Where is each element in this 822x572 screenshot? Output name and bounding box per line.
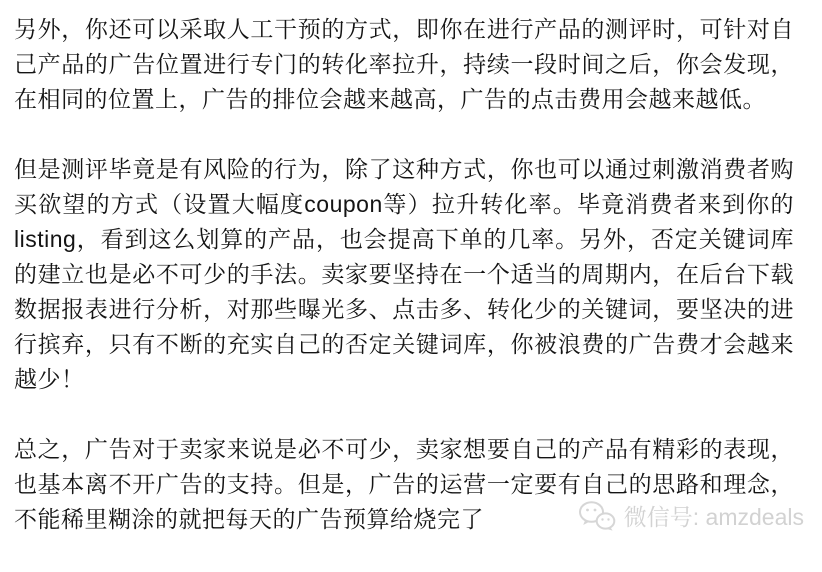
wechat-watermark <box>578 499 804 532</box>
paragraph-3: 总之，广告对于卖家来说是必不可少，卖家想要自己的产品有精彩的表现，也基本离不开广告的支持。但是，广告的运营一定要有自己的思路和理念，不能稀里糊涂的就把每天的广告预算给烧完了 <box>14 436 794 532</box>
wechat-id-label: 微信号: amzdeals <box>623 504 804 530</box>
wechat-icon <box>578 500 616 532</box>
paragraph-1: 另外，你还可以采取人工干预的方式，即你在进行产品的测评时，可针对自己产品的广告位置进行专门的转化率拉升，持续一段时间之后，你会发现，在相同的位置上，广告的排位会越来越高，广告的点击费用会越来越低。 <box>14 16 794 112</box>
article-body <box>14 12 794 572</box>
paragraph-2: 但是测评毕竟是有风险的行为，除了这种方式，你也可以通过刺激消费者购买欲望的方式（设置大幅度coupon等）拉升转化率。毕竟消费者来到你的listing，看到这么划算的产品，也会提高下单的几率。另外，否定关键词库的建立也是必不可少的手法。卖家要坚持在一个适当的周期内，在后台下载数据报表进行分析，对那些曝光多、点击多、转化少的关键词，要坚决的进行摈弃，只有不断的充实自己的否定关键词库，你被浪费的广告费才会越来越少！ <box>14 156 794 392</box>
